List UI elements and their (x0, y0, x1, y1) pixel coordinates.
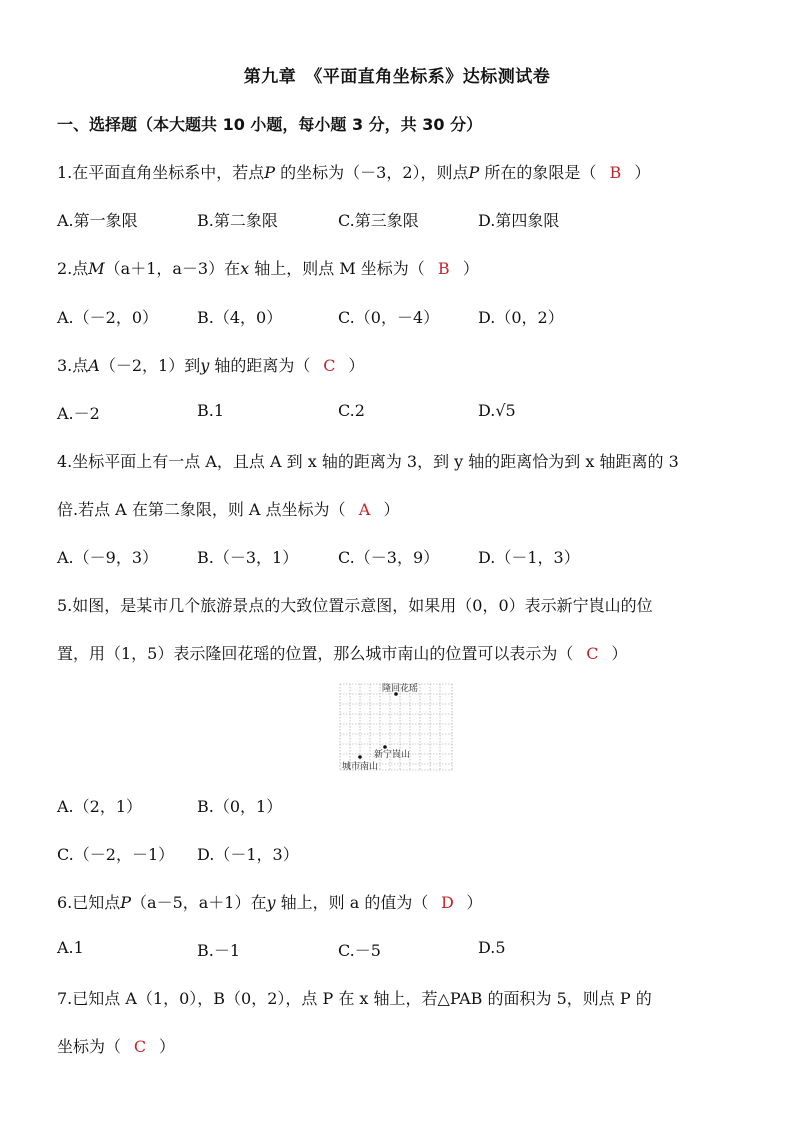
answer: C (323, 356, 336, 375)
question-text: 1.在平面直角坐标系中，若点 (57, 163, 265, 182)
answer: A (358, 500, 371, 519)
option-b: B.－1 (197, 941, 241, 960)
answer: B (609, 163, 622, 182)
question-text: 所在的象限是（ (479, 163, 597, 182)
question-text: 轴上，则点 M 坐标为（ (249, 259, 425, 278)
variable: y (200, 356, 210, 375)
question-text: 坐标为（ (57, 1037, 122, 1056)
answer: C (133, 1037, 147, 1056)
question-text: 轴的距离为（ (209, 356, 311, 375)
option-a: A.第一象限 (57, 211, 138, 230)
question-text: 3.点 (57, 356, 89, 375)
option-a: A.1 (57, 938, 84, 957)
label-chengshi-nanshan: 城市南山 (342, 762, 379, 772)
variable: A (88, 356, 100, 375)
option-d: D.√5 (478, 401, 516, 420)
point-xinning-langshan (383, 745, 387, 749)
question-1: 1.在平面直角坐标系中，若点P 的坐标为（－3，2），则点P 所在的象限是（ B ） (57, 163, 651, 182)
option-d: D.5 (478, 938, 506, 957)
option-b: B.1 (197, 401, 225, 420)
question-3: 3.点A（－2，1）到y 轴的距离为（ C ） (57, 356, 365, 375)
question-4-line-1: 4.坐标平面上有一点 A，且点 A 到 x 轴的距离为 3，到 y 轴的距离恰为到 x 轴距离的 3 (57, 452, 679, 471)
option-c: C.－5 (338, 941, 381, 960)
option-c: C.2 (338, 401, 365, 420)
variable: y (266, 893, 276, 912)
question-5-line-2: 置，用（1，5）表示隆回花瑶的位置，那么城市南山的位置可以表示为（ C ） (57, 644, 628, 663)
option-d: D.（0，2） (478, 308, 564, 327)
question-text: 倍.若点 A 在第二象限，则 A 点坐标为（ (57, 500, 346, 519)
variable: P (120, 893, 132, 912)
question-text: （－2，1）到 (99, 356, 201, 375)
question-text: 6.已知点 (57, 893, 121, 912)
map-grid-figure (338, 680, 456, 772)
question-7-line-1: 7.已知点 A（1，0），B（0，2），点 P 在 x 轴上，若△PAB 的面积为 5，则点 P 的 (57, 989, 652, 1008)
variable: P (264, 163, 276, 182)
question-7-line-2: 坐标为（ C ） (57, 1037, 176, 1056)
option-b: B.第二象限 (197, 211, 278, 230)
question-text: 的坐标为（－3，2），则点 (275, 163, 469, 182)
point-chengshi-nanshan (358, 755, 362, 759)
answer: D (440, 893, 454, 912)
page-title: 第九章 《平面直角坐标系》达标测试卷 (243, 67, 551, 87)
option-a: A.（－2，0） (57, 308, 159, 327)
variable: M (88, 259, 105, 278)
option-a: A.（2，1） (57, 797, 143, 816)
option-c: C.（0，－4） (338, 308, 440, 327)
option-c: C.（－3，9） (338, 548, 440, 567)
variable: x (240, 259, 250, 278)
option-d: D.（－1，3） (478, 548, 580, 567)
question-4-line-2: 倍.若点 A 在第二象限，则 A 点坐标为（ A ） (57, 500, 400, 519)
option-c: C.（－2，－1） (57, 845, 175, 864)
question-6: 6.已知点P（a－5，a＋1）在y 轴上，则 a 的值为（ D ） (57, 893, 483, 912)
option-b: B.（－3，1） (197, 548, 299, 567)
option-b: B.（0，1） (197, 797, 283, 816)
variable: P (468, 163, 480, 182)
option-b: B.（4，0） (197, 308, 283, 327)
question-text: 2.点 (57, 259, 89, 278)
question-text: 轴上，则 a 的值为（ (275, 893, 429, 912)
question-text: （a－5，a＋1）在 (131, 893, 267, 912)
answer: C (586, 644, 599, 663)
label-longhui-huayao: 隆回花瑶 (382, 684, 419, 694)
label-xinning-langshan: 新宁崀山 (374, 750, 411, 760)
question-5-line-1: 5.如图，是某市几个旅游景点的大致位置示意图，如果用（0，0）表示新宁崀山的位 (57, 596, 653, 615)
option-a: A.（－9，3） (57, 548, 159, 567)
option-d: D.第四象限 (478, 211, 560, 230)
question-text: 置，用（1，5）表示隆回花瑶的位置，那么城市南山的位置可以表示为（ (57, 644, 574, 663)
section-heading: 一、选择题（本大题共 10 小题，每小题 3 分，共 30 分） (57, 115, 483, 134)
option-d: D.（－1，3） (197, 845, 299, 864)
option-a: A.－2 (57, 404, 100, 423)
question-text: （a＋1，a－3）在 (104, 259, 241, 278)
option-c: C.第三象限 (338, 211, 419, 230)
question-2: 2.点M（a＋1，a－3）在x 轴上，则点 M 坐标为（ B ） (57, 259, 479, 278)
answer: B (437, 259, 450, 278)
